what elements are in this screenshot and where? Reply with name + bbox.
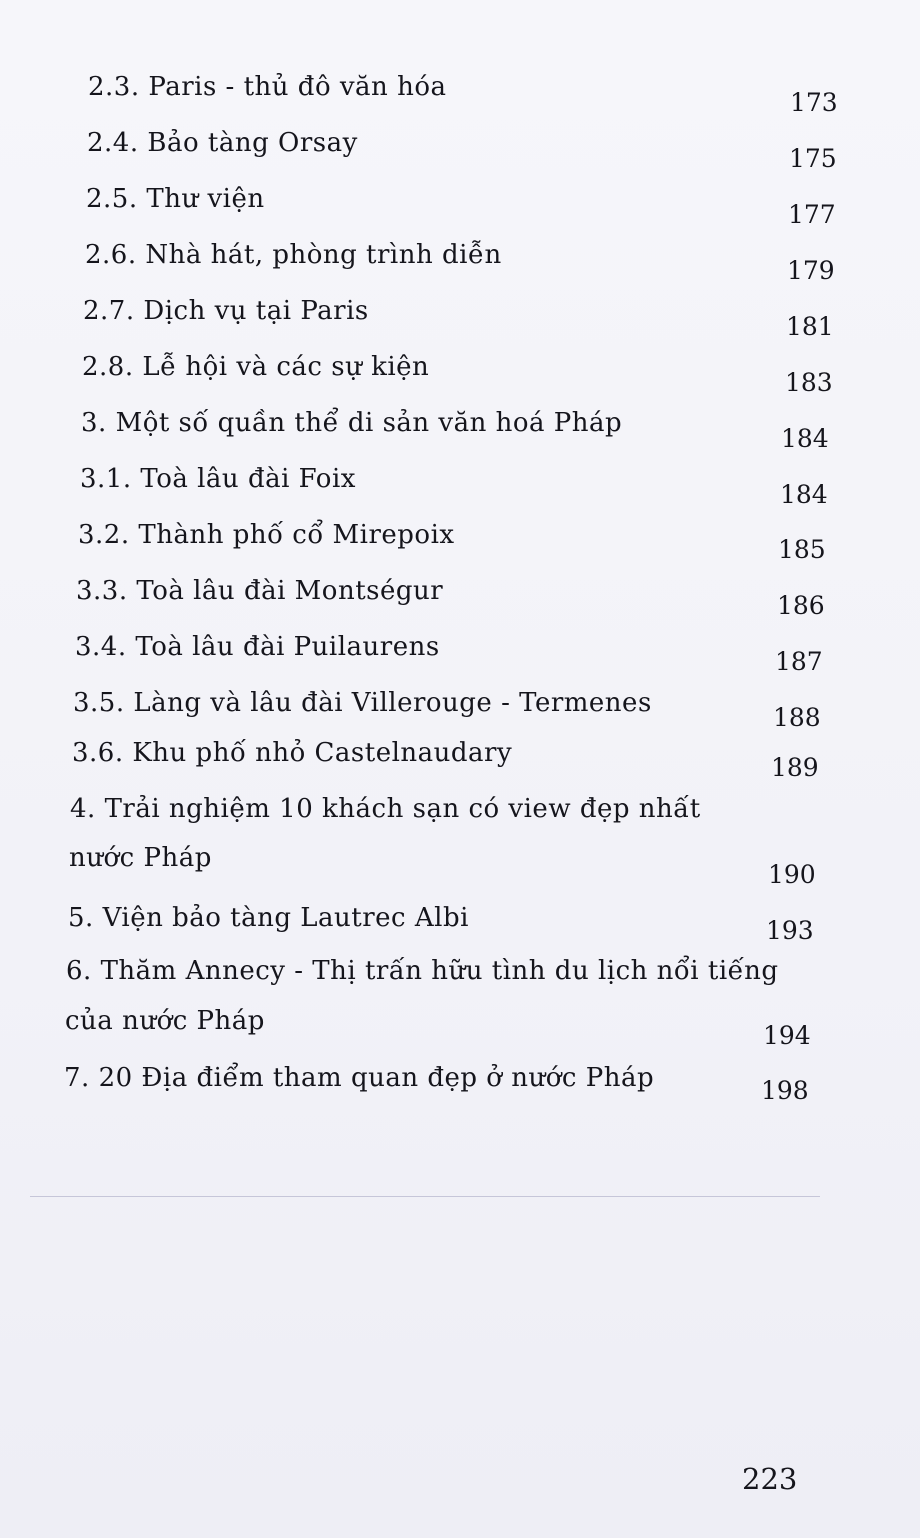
toc-entry-title: 2.3. Paris - thủ đô văn hóa bbox=[88, 72, 447, 102]
toc-entry-page: 181 bbox=[786, 312, 834, 341]
toc-entry-page: 183 bbox=[785, 368, 833, 397]
toc-entry-title: 3.6. Khu phố nhỏ Castelnaudary bbox=[72, 738, 513, 768]
toc-entry-title: 3.4. Toà lâu đài Puilaurens bbox=[75, 632, 440, 662]
toc-entry-page: 184 bbox=[781, 424, 829, 453]
toc-entry-title: 3. Một số quần thể di sản văn hoá Pháp bbox=[81, 408, 623, 438]
page-number: 223 bbox=[742, 1462, 798, 1496]
toc-entry-page: 179 bbox=[787, 256, 835, 285]
toc-entry-page: 185 bbox=[778, 535, 826, 564]
toc-entry-page: 193 bbox=[766, 916, 814, 945]
toc-entry-title: 2.4. Bảo tàng Orsay bbox=[87, 128, 358, 158]
toc-entry-page: 187 bbox=[775, 647, 823, 676]
page-divider bbox=[30, 1196, 820, 1197]
toc-entry-title: 6. Thăm Annecy - Thị trấn hữu tình du lịch nổi tiếng bbox=[66, 956, 779, 986]
toc-entry-title: 3.5. Làng và lâu đài Villerouge - Termenes bbox=[73, 688, 652, 718]
toc-entry-page: 190 bbox=[768, 860, 816, 889]
toc-entry-page: 184 bbox=[780, 480, 828, 509]
toc-entry-page: 177 bbox=[788, 200, 836, 229]
toc-entry-title: 7. 20 Địa điểm tham quan đẹp ở nước Pháp bbox=[64, 1063, 655, 1093]
toc-entry-page: 194 bbox=[763, 1021, 811, 1050]
toc-entry-title: 3.2. Thành phố cổ Mirepoix bbox=[78, 520, 455, 550]
toc-entry-page: 189 bbox=[771, 753, 819, 782]
toc-entry-title: 4. Trải nghiệm 10 khách sạn có view đẹp nhất bbox=[70, 794, 701, 824]
toc-entry-title: 2.5. Thư viện bbox=[86, 184, 265, 214]
toc-entry-title: 2.6. Nhà hát, phòng trình diễn bbox=[85, 240, 502, 270]
toc-entry-title: 2.7. Dịch vụ tại Paris bbox=[83, 296, 369, 326]
toc-entry-page: 173 bbox=[790, 88, 838, 117]
toc-entry-title: 3.1. Toà lâu đài Foix bbox=[80, 464, 356, 494]
toc-entry-title: 5. Viện bảo tàng Lautrec Albi bbox=[68, 903, 469, 933]
toc-entry-title: 3.3. Toà lâu đài Montségur bbox=[76, 576, 444, 606]
toc-entry-title: 2.8. Lễ hội và các sự kiện bbox=[82, 352, 430, 382]
toc-entry-page: 186 bbox=[777, 591, 825, 620]
toc-entry-page: 198 bbox=[761, 1076, 809, 1105]
toc-entry-title-continued: của nước Pháp bbox=[65, 1006, 265, 1036]
toc-entry-title-continued: nước Pháp bbox=[69, 843, 212, 873]
toc-entry-page: 188 bbox=[773, 703, 821, 732]
toc-entry-page: 175 bbox=[789, 144, 837, 173]
